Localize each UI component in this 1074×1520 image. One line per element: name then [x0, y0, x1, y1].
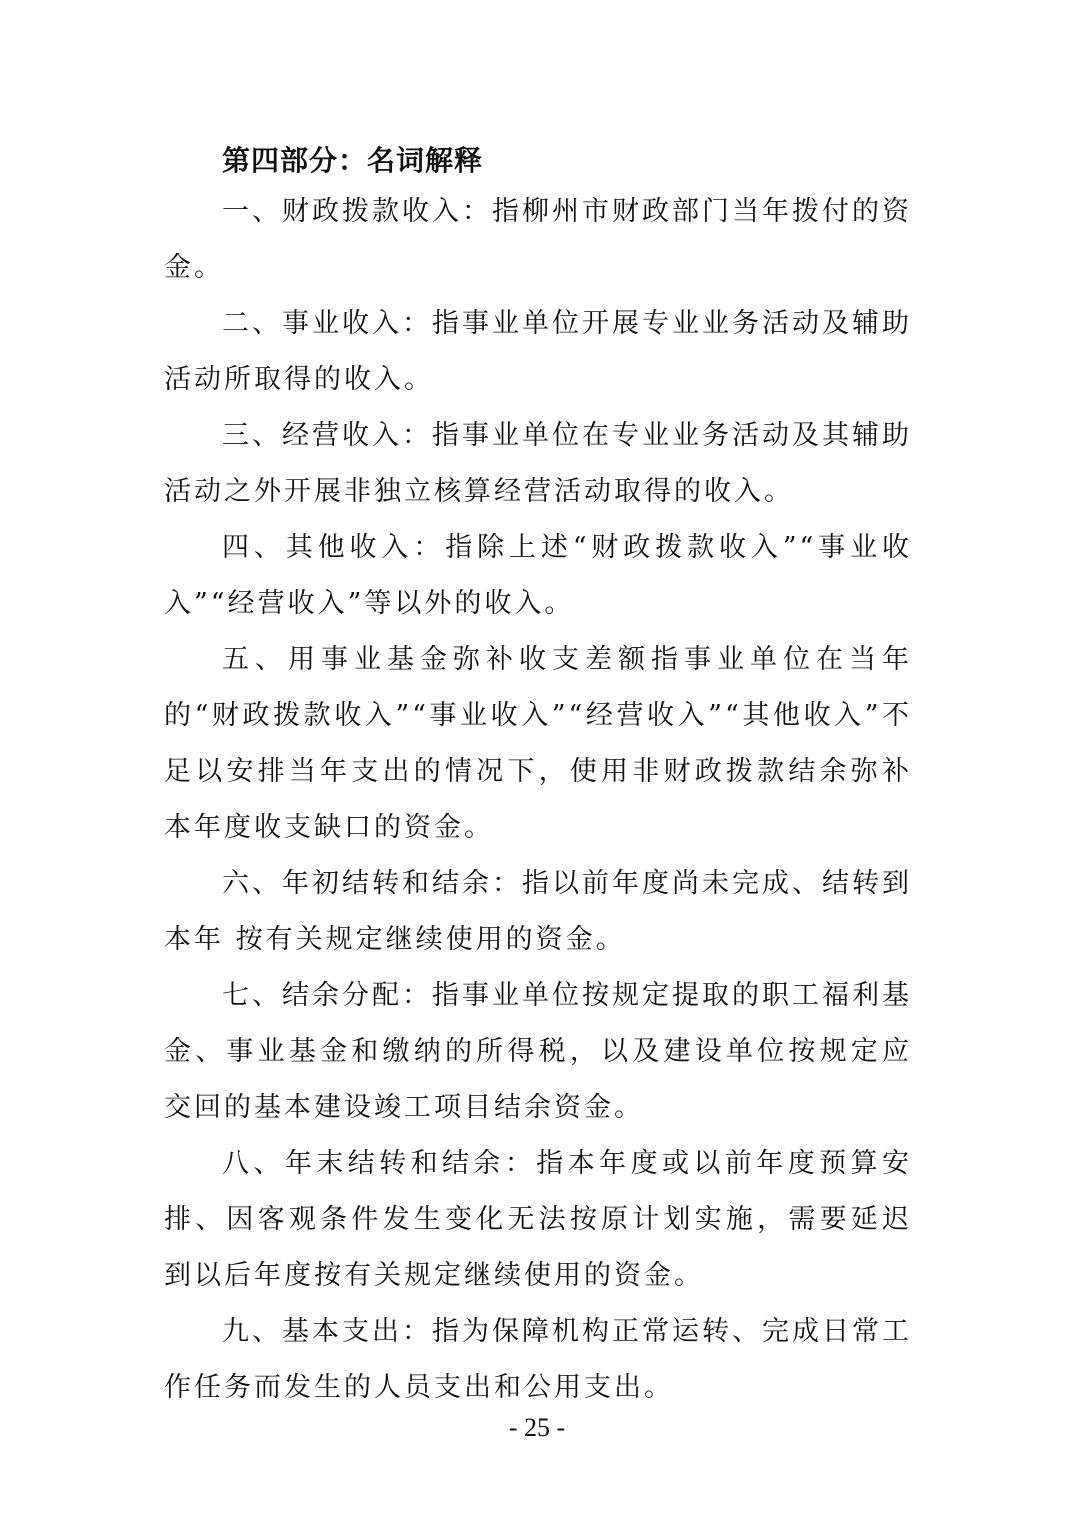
- section-heading: 第四部分：名词解释: [222, 144, 484, 177]
- term-paragraph-4: 四、其他收入：指除上述“财政拨款收入”“事业收入”“经营收入”等以外的收入。: [164, 532, 912, 619]
- document-body: [164, 138, 912, 1416]
- term-paragraph-5: 五、用事业基金弥补收支差额指事业单位在当年的“财政拨款收入”“事业收入”“经营收入”“其他收入”不足以安排当年支出的情况下，使用非财政拨款结余弥补本年度收支缺口的资金。: [164, 644, 912, 843]
- page-number: - 25 -: [508, 1413, 566, 1442]
- term-paragraph-9: 九、基本支出：指为保障机构正常运转、完成日常工作任务而发生的人员支出和公用支出。: [164, 1316, 912, 1403]
- term-paragraph-7: 七、结余分配：指事业单位按规定提取的职工福利基金、事业基金和缴纳的所得税，以及建设单位按规定应交回的基本建设竣工项目结余资金。: [164, 980, 912, 1123]
- term-paragraph-8: 八、年末结转和结余：指本年度或以前年度预算安排、因客观条件发生变化无法按原计划实施，需要延迟到以后年度按有关规定继续使用的资金。: [164, 1148, 912, 1291]
- term-paragraph-1: 一、财政拨款收入：指柳州市财政部门当年拨付的资金。: [164, 196, 912, 283]
- term-paragraph-6: 六、年初结转和结余：指以前年度尚未完成、结转到本年 按有关规定继续使用的资金。: [164, 868, 912, 955]
- term-paragraph-3: 三、经营收入：指事业单位在专业业务活动及其辅助活动之外开展非独立核算经营活动取得的收入。: [164, 420, 912, 507]
- term-paragraph-2: 二、事业收入：指事业单位开展专业业务活动及辅助活动所取得的收入。: [164, 308, 912, 395]
